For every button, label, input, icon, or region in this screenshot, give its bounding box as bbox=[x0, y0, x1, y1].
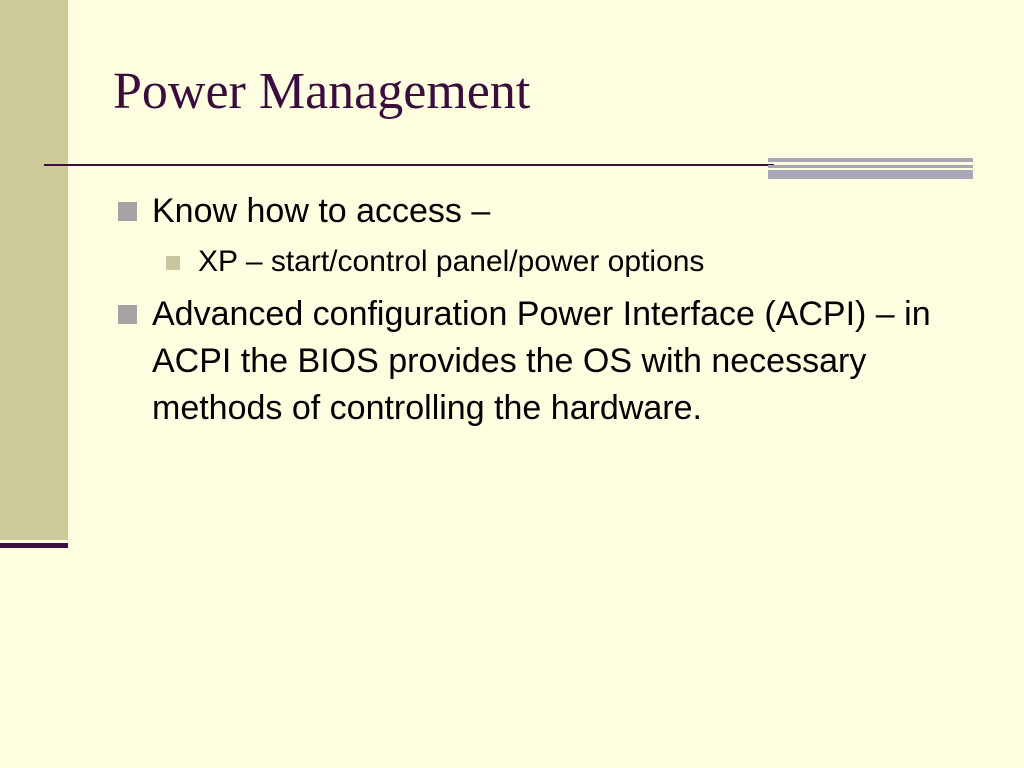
slide-title: Power Management bbox=[113, 63, 531, 120]
left-decor-bar bbox=[0, 0, 68, 540]
title-divider-line bbox=[44, 164, 774, 166]
accent-stripe bbox=[768, 158, 973, 162]
bullet-text: Advanced configuration Power Interface (ACPI) – in ACPI the BIOS provides the OS with necessary methods of controlling the hardware. bbox=[152, 295, 931, 427]
sub-bullet-item bbox=[166, 241, 944, 283]
square-bullet-icon bbox=[118, 202, 137, 221]
bullet-text: Know how to access – bbox=[152, 192, 491, 230]
square-bullet-icon bbox=[118, 305, 137, 324]
left-decor-bar-bottom-line bbox=[0, 543, 68, 548]
small-square-bullet-icon bbox=[166, 256, 180, 270]
accent-stripe bbox=[768, 165, 973, 168]
sub-bullet-text: XP – start/control panel/power options bbox=[198, 245, 705, 278]
accent-stripe bbox=[768, 170, 973, 179]
bullet-item bbox=[114, 291, 944, 432]
bullet-list bbox=[114, 188, 944, 432]
bullet-item bbox=[114, 188, 944, 235]
title-accent-stripes bbox=[768, 158, 973, 179]
